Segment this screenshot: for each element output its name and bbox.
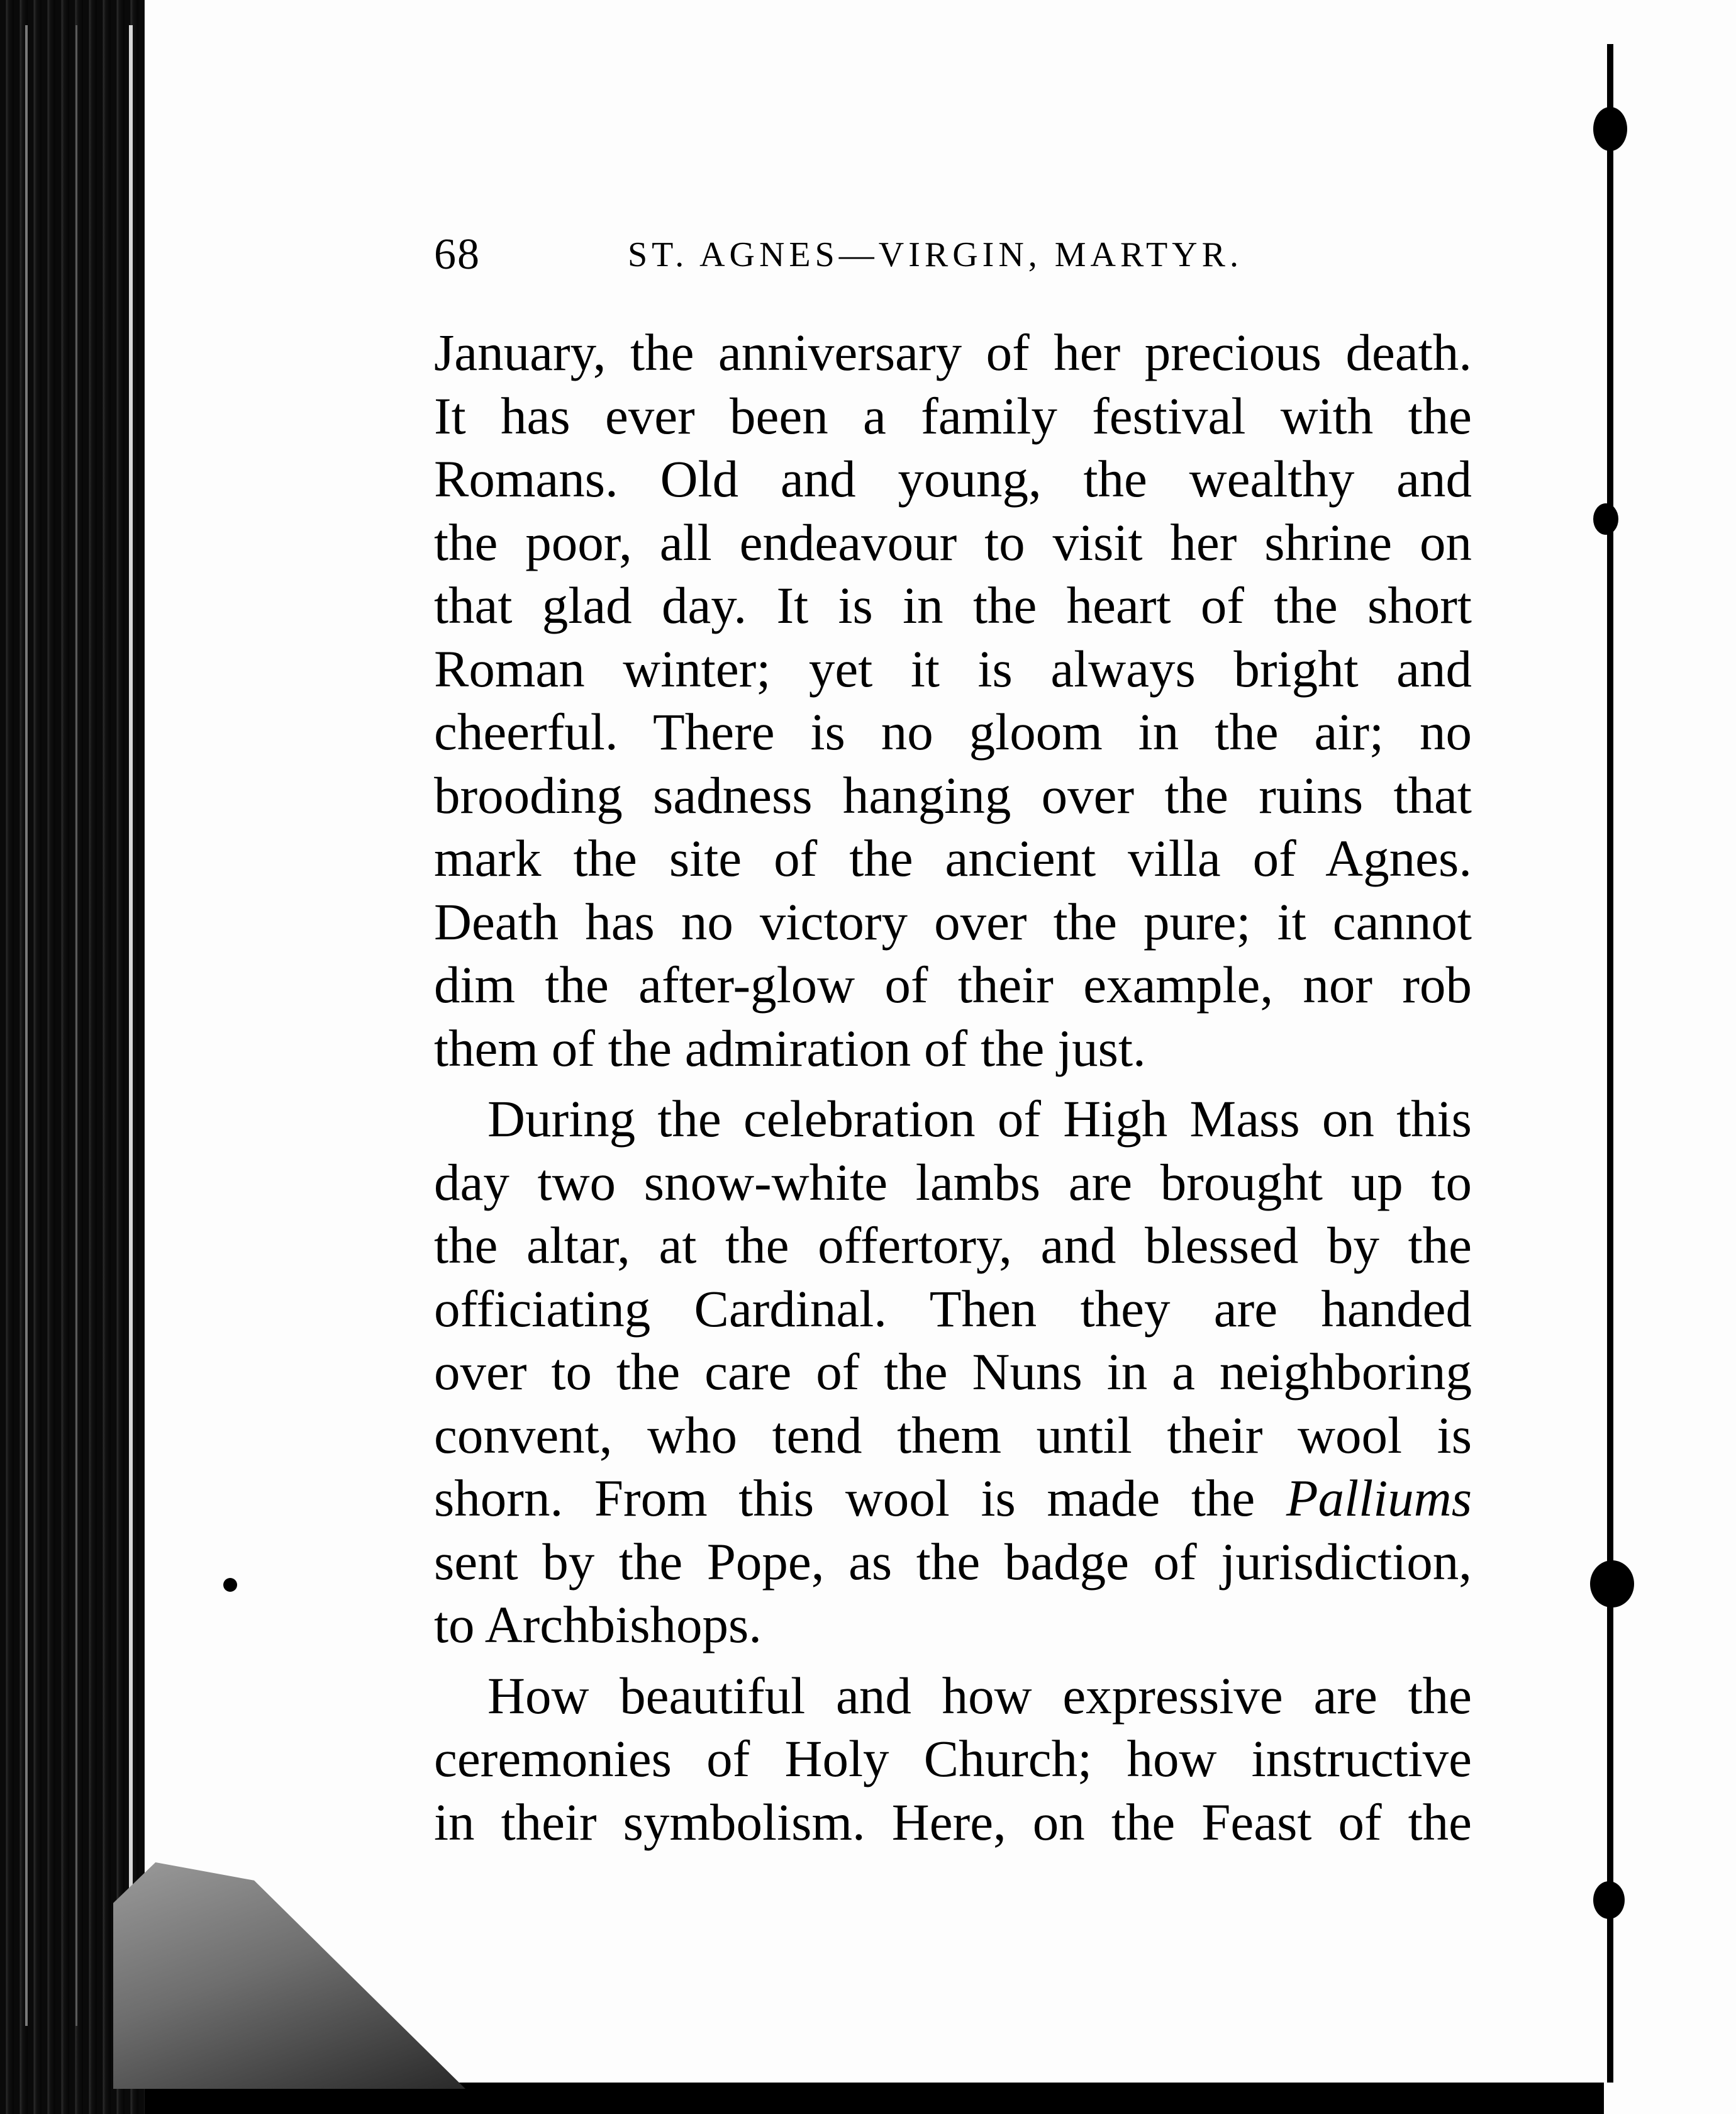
text-line: them of the admiration of the just. xyxy=(434,1019,1146,1077)
page-edge-streak xyxy=(25,25,28,2026)
paragraph-2 xyxy=(434,1087,1472,1657)
text-line: to Archbishops. xyxy=(434,1596,762,1653)
ink-blot xyxy=(1590,1560,1634,1608)
text-line: mark the site of the ancient villa of Agnes. xyxy=(434,829,1472,887)
next-page-edge xyxy=(1604,0,1736,2114)
paragraph-3 xyxy=(434,1664,1472,1854)
text-line: the poor, all endeavour to visit her shrine on xyxy=(434,513,1472,571)
text-line: Romans. Old and young, the wealthy and xyxy=(434,450,1472,508)
text-line: the altar, at the offertory, and blessed by the xyxy=(434,1216,1472,1274)
ink-blot xyxy=(1593,1881,1625,1919)
text-line: How beautiful and how expressive are the xyxy=(487,1666,1472,1725)
text-line: Roman winter; yet it is always bright and xyxy=(434,639,1472,698)
text-line-with-italic xyxy=(434,1467,1472,1530)
page-edge-streak xyxy=(75,25,77,2026)
text-line: ceremonies of Holy Church; how instructive xyxy=(434,1730,1472,1787)
text-line: day two snow-white lambs are brought up to xyxy=(434,1153,1472,1211)
ink-blot xyxy=(1593,503,1618,535)
book-binding xyxy=(0,0,145,2114)
ink-blot xyxy=(1593,107,1627,151)
text-line: brooding sadness hanging over the ruins that xyxy=(434,766,1472,824)
page-edge-streak xyxy=(129,25,133,2026)
text-line: It has ever been a family festival with the xyxy=(434,386,1472,445)
text-line: Death has no victory over the pure; it cannot xyxy=(434,892,1472,951)
text-segment: shorn. From this wool is made the xyxy=(434,1469,1255,1527)
text-line: During the celebration of High Mass on this xyxy=(487,1090,1472,1148)
text-line: dim the after-glow of their example, nor rob xyxy=(434,956,1472,1014)
paragraph-1 xyxy=(434,321,1472,1080)
text-line: officiating Cardinal. Then they are handed xyxy=(434,1279,1472,1338)
text-line: over to the care of the Nuns in a neighboring xyxy=(434,1343,1472,1401)
text-line: in their symbolism. Here, on the Feast of the xyxy=(434,1792,1472,1851)
ink-speck xyxy=(223,1578,237,1592)
gutter-line xyxy=(1607,44,1613,2083)
italic-word: Palliums xyxy=(1286,1469,1472,1527)
body-text xyxy=(434,321,1472,1861)
text-line: cheerful. There is no gloom in the air; no xyxy=(434,703,1472,761)
running-head: ST. AGNES—VIRGIN, MARTYR. xyxy=(628,235,1243,274)
page-number: 68 xyxy=(434,230,481,279)
text-line: January, the anniversary of her precious death. xyxy=(434,323,1472,381)
text-line: that glad day. It is in the heart of the short xyxy=(434,576,1472,634)
text-line: sent by the Pope, as the badge of jurisdiction, xyxy=(434,1532,1472,1591)
page-header xyxy=(434,230,1478,286)
text-line: convent, who tend them until their wool is xyxy=(434,1406,1472,1464)
